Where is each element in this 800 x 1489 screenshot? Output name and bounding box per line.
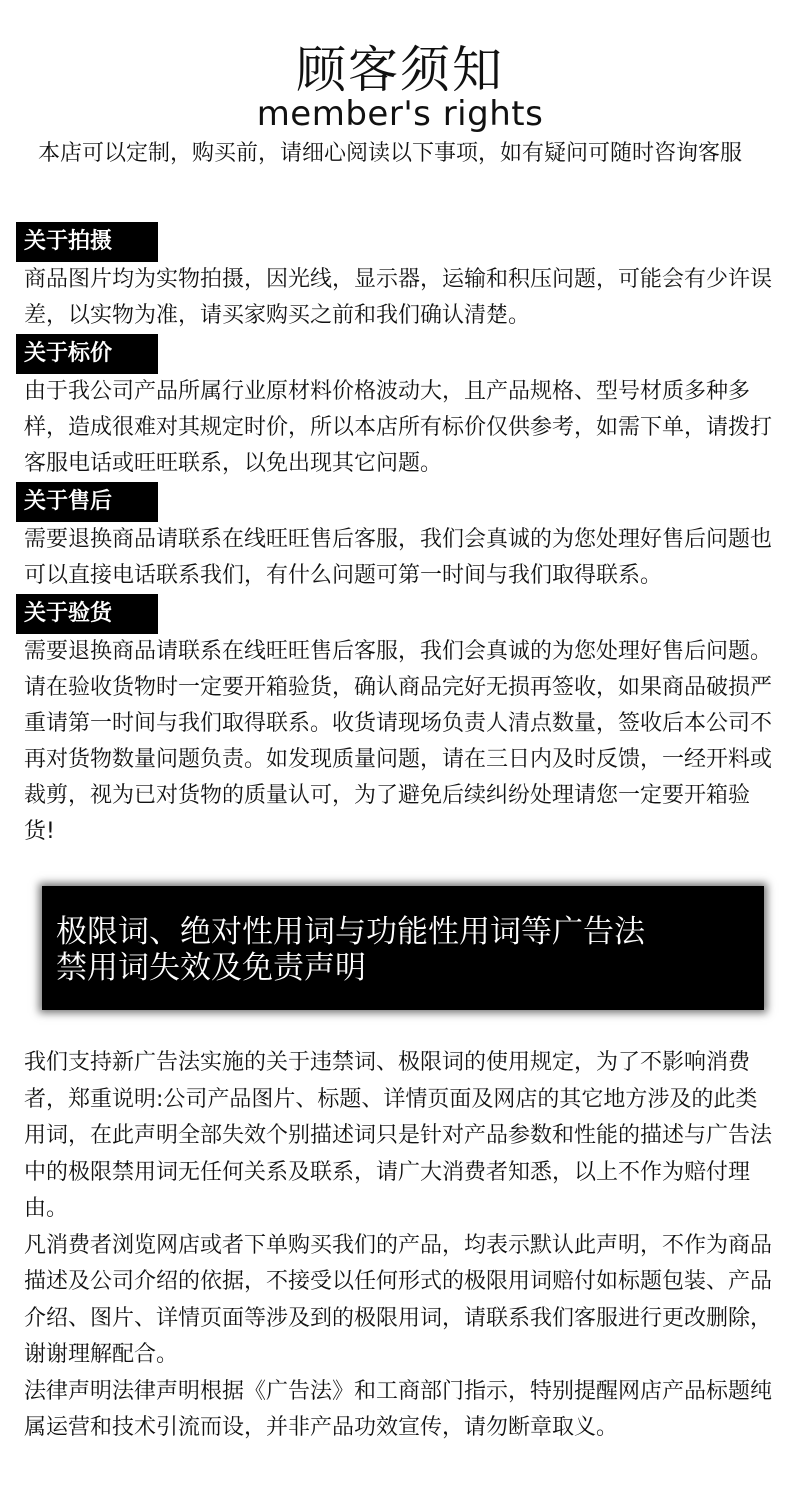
section-text-pricing: 由于我公司产品所属行业原材料价格波动大，且产品规格、型号材质多种多样，造成很难对其规定时价，所以本店所有标价仅供参考，如需下单，请拨打客服电话或旺旺联系，以免出现其它问题。	[24, 379, 773, 476]
section-inspection	[16, 594, 776, 850]
section-text-inspection: 需要退换商品请联系在线旺旺售后客服，我们会真诚的为您处理好售后问题。请在验收货物时一定要开箱验货，确认商品完好无损再签收，如果商品破损严重请第一时间与我们取得联系。收货请现场负责人清点数量，签收后本公司不再对货物数量问题负责。如发现质量问题，请在三日内及时反馈，一经开料或裁剪，视为已对货物的质量认可，为了避免后续纠纷处理请您一定要开箱验货!	[24, 639, 773, 844]
disclaimer-banner-line2: 禁用词失效及免责声明	[56, 950, 366, 986]
section-label-inspection: 关于验货	[16, 594, 158, 634]
disclaimer-paragraph-1: 我们支持新广告法实施的关于违禁词、极限词的使用规定，为了不影响消费者，郑重说明:公司产品图片、标题、详情页面及网店的其它地方涉及的此类用词，在此声明全部失效个别描述词只是针对产品参数和性能的描述与广告法中的极限禁用词无任何关系及联系，请广大消费者知悉，以上不作为赔付理由。	[24, 1050, 773, 1221]
notice-sections	[16, 222, 776, 850]
disclaimer-body	[24, 1045, 776, 1447]
section-label-photography: 关于拍摄	[16, 222, 158, 262]
section-pricing	[16, 334, 776, 482]
section-text-photography: 商品图片均为实物拍摄，因光线，显示器，运输和积压问题，可能会有少许误差，以实物为准，请买家购买之前和我们确认清楚。	[24, 267, 773, 328]
section-label-pricing: 关于标价	[16, 334, 158, 374]
disclaimer-paragraph-2: 凡消费者浏览网店或者下单购买我们的产品，均表示默认此声明，不作为商品描述及公司介绍的依据，不接受以任何形式的极限用词赔付如标题包装、产品介绍、图片、详情页面等涉及到的极限用词，请联系我们客服进行更改删除，谢谢理解配合。	[24, 1232, 773, 1367]
page-subtitle: member's rights	[256, 94, 544, 134]
section-label-after-sales: 关于售后	[16, 482, 158, 522]
disclaimer-banner-line1: 极限词、绝对性用词与功能性用词等广告法	[56, 914, 645, 950]
intro-text: 本店可以定制，购买前，请细心阅读以下事项，如有疑问可随时咨询客服	[38, 141, 743, 166]
disclaimer-banner	[42, 886, 764, 1010]
page-title: 顾客须知	[296, 41, 504, 99]
section-after-sales	[16, 482, 776, 594]
section-text-after-sales: 需要退换商品请联系在线旺旺售后客服，我们会真诚的为您处理好售后问题也可以直接电话联系我们，有什么问题可第一时间与我们取得联系。	[24, 527, 773, 588]
section-photography	[16, 222, 776, 334]
disclaimer-paragraph-3: 法律声明法律声明根据《广告法》和工商部门指示，特别提醒网店产品标题纯属运营和技术引流而设，并非产品功效宣传，请勿断章取义。	[24, 1378, 773, 1440]
